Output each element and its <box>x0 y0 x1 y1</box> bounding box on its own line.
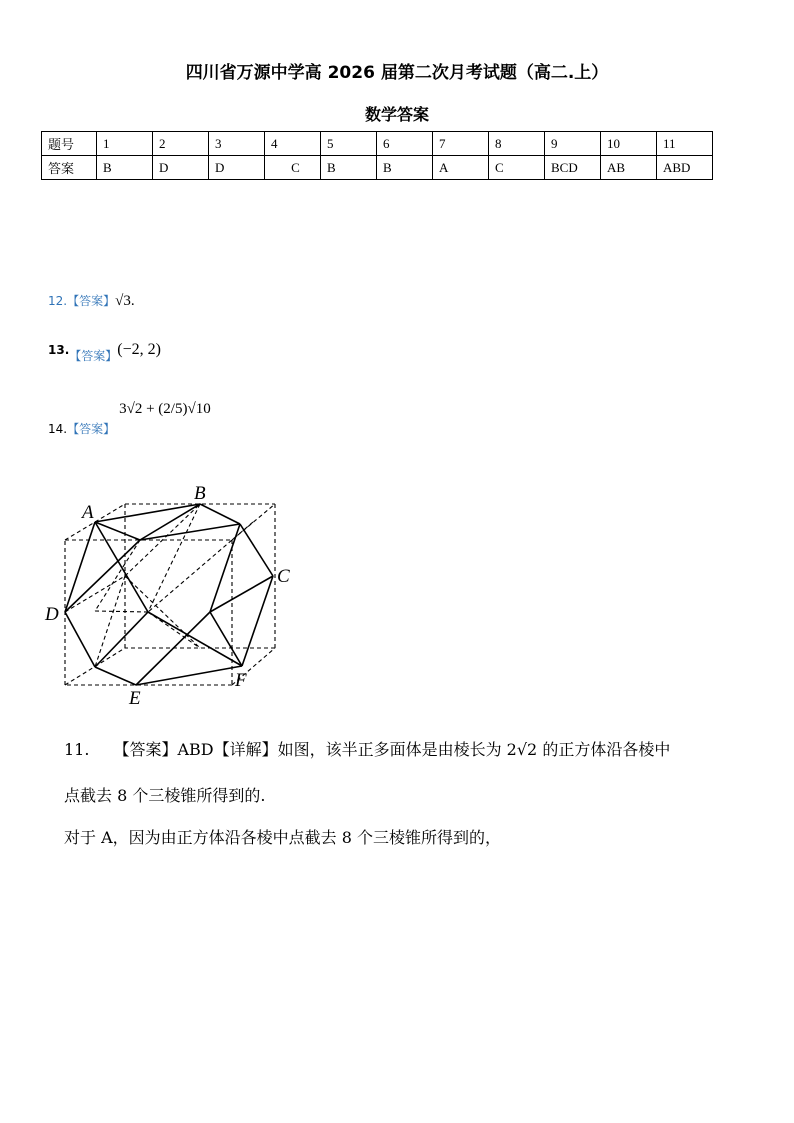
table-cell-answer: AB <box>601 156 657 180</box>
q11-line-3: 对于 A，因为由正方体沿各棱中点截去 8 个三棱锥所得到的， <box>64 828 501 847</box>
vertex-label-a: A <box>82 502 94 523</box>
table-cell-number: 8 <box>489 132 545 156</box>
table-cell-answer: A <box>433 156 489 180</box>
polyhedron-figure <box>40 480 310 705</box>
vertex-label-e: E <box>129 688 141 705</box>
table-cell-number: 4 <box>265 132 321 156</box>
table-cell-number: 9 <box>545 132 601 156</box>
table-cell-number: 5 <box>321 132 377 156</box>
answer-value: √3. <box>115 293 135 309</box>
table-cell-number: 10 <box>601 132 657 156</box>
answer-value: (−2, 2) <box>117 341 161 358</box>
table-cell-answer: C <box>265 156 321 180</box>
table-row-numbers <box>42 132 713 156</box>
q11-text: 【答案】ABD【详解】如图，该半正多面体是由棱长为 2√2 的正方体沿各棱中 <box>113 740 671 759</box>
answer-table <box>41 131 713 180</box>
question-number: 12. <box>48 294 68 308</box>
vertex-label-f: F <box>235 670 247 691</box>
vertex-label-d: D <box>45 604 59 625</box>
page-subtitle: 数学答案 <box>364 105 429 124</box>
table-cell-number: 3 <box>209 132 265 156</box>
q11-line-1 <box>64 740 670 759</box>
table-cell-answer: B <box>377 156 433 180</box>
table-cell-number: 2 <box>153 132 209 156</box>
answer-tag: 【答案】 <box>67 422 116 436</box>
table-cell-number: 7 <box>433 132 489 156</box>
table-cell-number: 11 <box>657 132 713 156</box>
table-header-answer: 答案 <box>42 156 97 180</box>
answer-tag: 【答案】 <box>67 294 116 308</box>
answer-14 <box>48 400 211 436</box>
table-cell-number: 1 <box>97 132 153 156</box>
table-cell-answer: B <box>97 156 153 180</box>
answer-13 <box>48 341 161 363</box>
table-cell-answer: D <box>153 156 209 180</box>
question-number: 11. <box>64 740 90 759</box>
page-title: 四川省万源中学高 2026 届第二次月考试题（高二.上） <box>185 63 609 83</box>
table-header-number: 题号 <box>42 132 97 156</box>
table-cell-answer: C <box>489 156 545 180</box>
table-cell-answer: B <box>321 156 377 180</box>
question-number: 14. <box>48 422 68 436</box>
cube-dashed-edges <box>65 504 275 685</box>
table-cell-answer: ABD <box>657 156 713 180</box>
table-cell-answer: BCD <box>545 156 601 180</box>
vertex-label-b: B <box>194 483 206 504</box>
table-row-answers <box>42 156 713 180</box>
answer-value: 3√2 + (2/5)√10 <box>119 401 211 417</box>
answer-tag: 【答案】 <box>69 349 118 363</box>
answer-12 <box>48 292 135 310</box>
question-number: 13. <box>48 343 70 357</box>
q11-line-2: 点截去 8 个三棱锥所得到的. <box>64 786 266 805</box>
vertex-label-c: C <box>277 566 290 587</box>
table-cell-number: 6 <box>377 132 433 156</box>
table-cell-answer: D <box>209 156 265 180</box>
